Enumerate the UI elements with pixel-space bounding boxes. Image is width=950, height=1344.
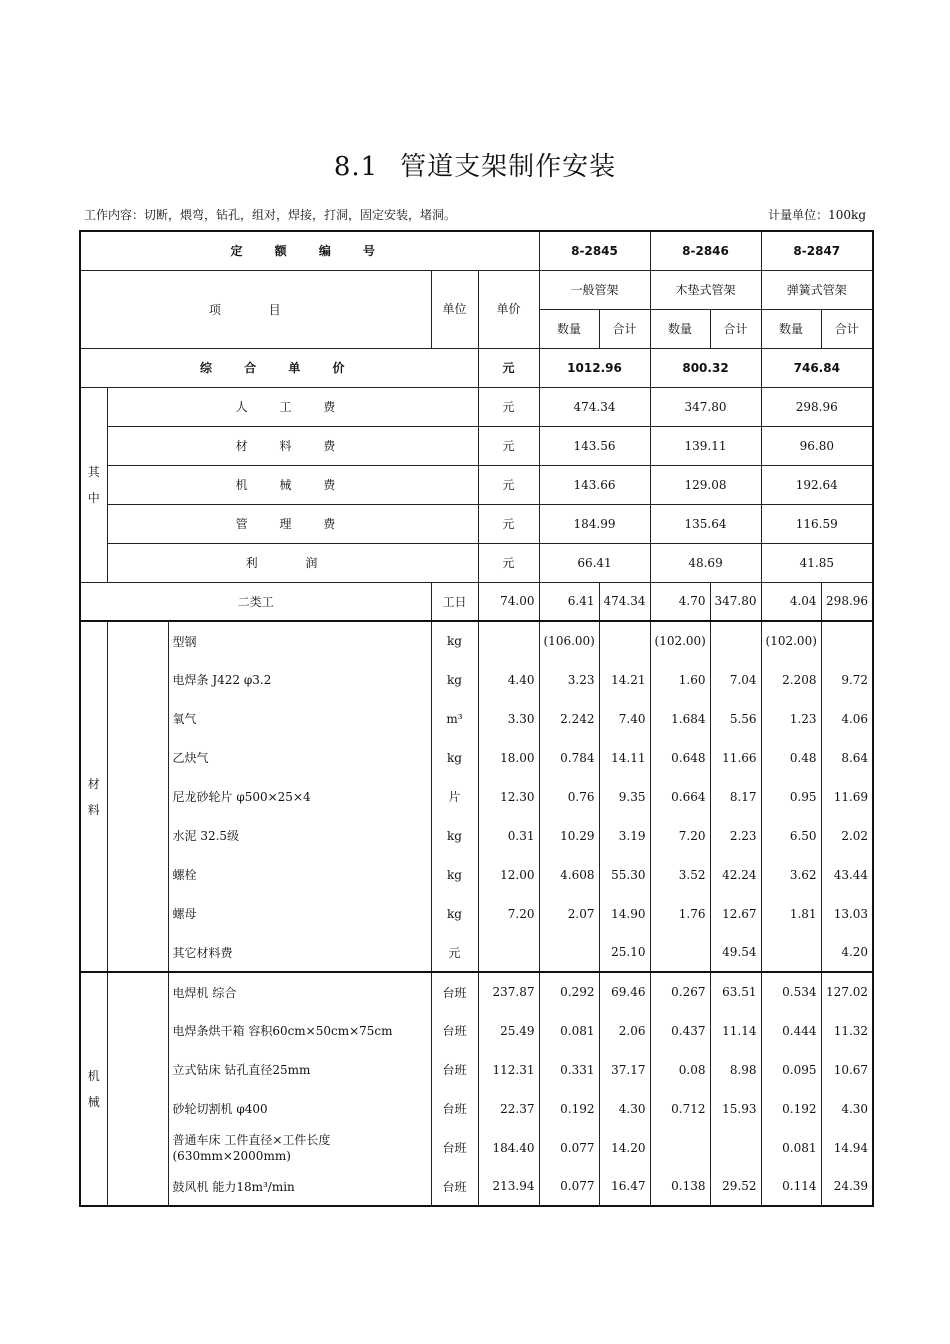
machinery-row-name: 普通车床 工件直径×工件长度(630mm×2000mm) [168, 1128, 431, 1167]
material-row-cell: 0.664 [650, 777, 710, 816]
machinery-row-cell: 24.39 [821, 1167, 873, 1206]
machinery-row-cell: 0.534 [761, 972, 821, 1011]
material-row-unit: m³ [431, 699, 478, 738]
machinery-row-cell: 0.712 [650, 1089, 710, 1128]
qty-header: 数量 [539, 309, 599, 348]
among-item-value: 116.59 [761, 504, 873, 543]
machinery-row-cell: 0.08 [650, 1050, 710, 1089]
material-row-name: 乙炔气 [168, 738, 431, 777]
material-row-cell [710, 621, 761, 660]
item-name-3: 弹簧式管架 [761, 270, 873, 309]
machinery-label: 机 械 [80, 972, 107, 1206]
machinery-row-price: 22.37 [478, 1089, 539, 1128]
material-row-cell: 3.23 [539, 660, 599, 699]
machinery-subcol [107, 972, 168, 1206]
machinery-row-price: 184.40 [478, 1128, 539, 1167]
material-row-unit: kg [431, 855, 478, 894]
machinery-row-cell: 4.30 [821, 1089, 873, 1128]
item-name-1: 一般管架 [539, 270, 650, 309]
material-row-cell: 14.90 [599, 894, 650, 933]
composite-value-3: 746.84 [761, 348, 873, 387]
among-item-label: 材 料 费 [107, 426, 478, 465]
among-item-value: 192.64 [761, 465, 873, 504]
sum-header: 合计 [710, 309, 761, 348]
machinery-row-price: 237.87 [478, 972, 539, 1011]
material-row-cell: 6.50 [761, 816, 821, 855]
material-row-cell: 10.29 [539, 816, 599, 855]
labor-cell: 4.70 [650, 582, 710, 621]
material-row-cell [761, 933, 821, 972]
material-row-cell: 9.72 [821, 660, 873, 699]
machinery-row-cell: 4.30 [599, 1089, 650, 1128]
composite-value-1: 1012.96 [539, 348, 650, 387]
among-item-value: 298.96 [761, 387, 873, 426]
materials-label: 材 料 [80, 621, 107, 972]
material-row-cell: 4.06 [821, 699, 873, 738]
material-row-name: 电焊条 J422 φ3.2 [168, 660, 431, 699]
machinery-row-cell: 29.52 [710, 1167, 761, 1206]
machinery-row-name: 电焊机 综合 [168, 972, 431, 1011]
material-row-name: 氧气 [168, 699, 431, 738]
machinery-row-unit: 台班 [431, 1050, 478, 1089]
material-row-name: 尼龙砂轮片 φ500×25×4 [168, 777, 431, 816]
quota-code-3: 8-2847 [761, 231, 873, 270]
among-item-unit: 元 [478, 426, 539, 465]
material-row-cell: 2.23 [710, 816, 761, 855]
material-row-cell: 4.20 [821, 933, 873, 972]
labor-cell: 347.80 [710, 582, 761, 621]
material-row-cell: 12.67 [710, 894, 761, 933]
machinery-row-price: 112.31 [478, 1050, 539, 1089]
machinery-row-cell: 63.51 [710, 972, 761, 1011]
among-item-unit: 元 [478, 465, 539, 504]
among-item-value: 66.41 [539, 543, 650, 582]
labor-unit: 工日 [431, 582, 478, 621]
material-row-cell: 1.23 [761, 699, 821, 738]
material-row-price: 12.00 [478, 855, 539, 894]
machinery-row-name: 砂轮切割机 φ400 [168, 1089, 431, 1128]
quota-code-1: 8-2845 [539, 231, 650, 270]
machinery-row-cell: 14.20 [599, 1128, 650, 1167]
machinery-row-cell: 0.077 [539, 1167, 599, 1206]
material-row-name: 螺母 [168, 894, 431, 933]
quota-code-2: 8-2846 [650, 231, 761, 270]
machinery-row-cell: 2.06 [599, 1011, 650, 1050]
material-row-cell [599, 621, 650, 660]
material-row-cell: 55.30 [599, 855, 650, 894]
material-row-cell: 1.76 [650, 894, 710, 933]
material-row-cell: 4.608 [539, 855, 599, 894]
machinery-row-cell [710, 1128, 761, 1167]
machinery-row-cell: 16.47 [599, 1167, 650, 1206]
material-row-cell: 7.04 [710, 660, 761, 699]
material-row-cell: 8.64 [821, 738, 873, 777]
page-title [0, 146, 950, 183]
labor-cell: 4.04 [761, 582, 821, 621]
machinery-row-cell: 0.095 [761, 1050, 821, 1089]
machinery-row-unit: 台班 [431, 1128, 478, 1167]
material-row-cell: 2.242 [539, 699, 599, 738]
among-item-unit: 元 [478, 504, 539, 543]
among-item-label: 利 润 [107, 543, 478, 582]
material-row-price: 18.00 [478, 738, 539, 777]
among-item-label: 机 械 费 [107, 465, 478, 504]
unit-note: 计量单位：100kg [768, 208, 866, 222]
among-item-value: 41.85 [761, 543, 873, 582]
material-row-unit: kg [431, 660, 478, 699]
material-row-price [478, 621, 539, 660]
material-row-price: 7.20 [478, 894, 539, 933]
among-item-value: 96.80 [761, 426, 873, 465]
material-row-cell [650, 933, 710, 972]
unit-header: 单位 [431, 270, 478, 348]
among-item-value: 139.11 [650, 426, 761, 465]
machinery-row-cell: 69.46 [599, 972, 650, 1011]
machinery-row-cell [650, 1128, 710, 1167]
material-row-unit: 片 [431, 777, 478, 816]
among-item-value: 474.34 [539, 387, 650, 426]
machinery-row-cell: 15.93 [710, 1089, 761, 1128]
material-row-cell: 3.62 [761, 855, 821, 894]
machinery-row-cell: 0.192 [761, 1089, 821, 1128]
section-title: 管道支架制作安装 [400, 152, 617, 182]
quota-table [79, 230, 874, 1207]
machinery-row-cell: 14.94 [821, 1128, 873, 1167]
quota-code-label: 定 额 编 号 [80, 231, 539, 270]
material-row-price: 4.40 [478, 660, 539, 699]
material-row-cell: (102.00) [761, 621, 821, 660]
item-name-2: 木垫式管架 [650, 270, 761, 309]
machinery-row-cell: 0.437 [650, 1011, 710, 1050]
material-row-cell: 0.48 [761, 738, 821, 777]
price-header: 单价 [478, 270, 539, 348]
labor-label: 二类工 [80, 582, 431, 621]
material-row-price: 12.30 [478, 777, 539, 816]
machinery-row-cell: 0.292 [539, 972, 599, 1011]
material-row-price: 3.30 [478, 699, 539, 738]
material-row-unit: kg [431, 816, 478, 855]
material-row-cell [821, 621, 873, 660]
machinery-row-unit: 台班 [431, 1167, 478, 1206]
material-row-cell: 9.35 [599, 777, 650, 816]
machinery-row-cell: 0.331 [539, 1050, 599, 1089]
machinery-row-cell: 37.17 [599, 1050, 650, 1089]
material-row-cell: 3.52 [650, 855, 710, 894]
material-row-cell: 2.07 [539, 894, 599, 933]
material-row-cell: 1.60 [650, 660, 710, 699]
among-item-value: 143.56 [539, 426, 650, 465]
machinery-row-unit: 台班 [431, 1011, 478, 1050]
material-row-cell: 8.17 [710, 777, 761, 816]
machinery-row-cell: 0.081 [539, 1011, 599, 1050]
material-row-cell: 1.81 [761, 894, 821, 933]
item-header: 项 目 [80, 270, 431, 348]
material-row-cell: 0.648 [650, 738, 710, 777]
among-item-value: 184.99 [539, 504, 650, 543]
material-row-unit: kg [431, 894, 478, 933]
sum-header: 合计 [599, 309, 650, 348]
material-row-cell: 0.95 [761, 777, 821, 816]
machinery-row-cell: 0.267 [650, 972, 710, 1011]
material-row-unit: 元 [431, 933, 478, 972]
machinery-row-cell: 0.138 [650, 1167, 710, 1206]
labor-cell: 298.96 [821, 582, 873, 621]
material-row-cell: 14.21 [599, 660, 650, 699]
material-row-cell: 7.20 [650, 816, 710, 855]
among-item-unit: 元 [478, 543, 539, 582]
section-number: 8.1 [333, 152, 379, 182]
composite-label: 综 合 单 价 [80, 348, 478, 387]
material-row-cell: 0.784 [539, 738, 599, 777]
material-row-cell: 13.03 [821, 894, 873, 933]
material-row-cell [539, 933, 599, 972]
machinery-row-name: 电焊条烘干箱 容积60cm×50cm×75cm [168, 1011, 431, 1050]
qty-header: 数量 [650, 309, 710, 348]
among-item-value: 129.08 [650, 465, 761, 504]
machinery-row-name: 立式钻床 钻孔直径25mm [168, 1050, 431, 1089]
machinery-row-cell: 0.081 [761, 1128, 821, 1167]
among-item-unit: 元 [478, 387, 539, 426]
material-row-cell: 11.66 [710, 738, 761, 777]
labor-cell: 474.34 [599, 582, 650, 621]
material-row-unit: kg [431, 621, 478, 660]
machinery-row-cell: 0.077 [539, 1128, 599, 1167]
material-row-cell: 7.40 [599, 699, 650, 738]
material-row-cell: 1.684 [650, 699, 710, 738]
material-row-cell: 42.24 [710, 855, 761, 894]
among-label: 其 中 [80, 387, 107, 582]
composite-unit: 元 [478, 348, 539, 387]
material-row-cell: 0.76 [539, 777, 599, 816]
material-row-cell: 49.54 [710, 933, 761, 972]
material-row-cell: (102.00) [650, 621, 710, 660]
among-item-value: 135.64 [650, 504, 761, 543]
among-item-value: 347.80 [650, 387, 761, 426]
machinery-row-cell: 0.114 [761, 1167, 821, 1206]
material-row-cell: 2.208 [761, 660, 821, 699]
machinery-row-cell: 11.32 [821, 1011, 873, 1050]
machinery-row-price: 25.49 [478, 1011, 539, 1050]
material-row-unit: kg [431, 738, 478, 777]
sum-header: 合计 [821, 309, 873, 348]
machinery-row-price: 213.94 [478, 1167, 539, 1206]
material-row-name: 水泥 32.5级 [168, 816, 431, 855]
material-row-name: 螺栓 [168, 855, 431, 894]
material-row-cell: 5.56 [710, 699, 761, 738]
material-row-cell: 25.10 [599, 933, 650, 972]
material-row-cell: 14.11 [599, 738, 650, 777]
among-item-label: 人 工 费 [107, 387, 478, 426]
machinery-row-unit: 台班 [431, 972, 478, 1011]
among-item-label: 管 理 费 [107, 504, 478, 543]
machinery-row-cell: 11.14 [710, 1011, 761, 1050]
material-row-cell: 11.69 [821, 777, 873, 816]
machinery-row-name: 鼓风机 能力18m³/min [168, 1167, 431, 1206]
materials-subcol [107, 621, 168, 972]
machinery-row-cell: 0.444 [761, 1011, 821, 1050]
material-row-cell: (106.00) [539, 621, 599, 660]
machinery-row-unit: 台班 [431, 1089, 478, 1128]
machinery-row-cell: 10.67 [821, 1050, 873, 1089]
among-item-value: 143.66 [539, 465, 650, 504]
material-row-name: 型钢 [168, 621, 431, 660]
machinery-row-cell: 0.192 [539, 1089, 599, 1128]
material-row-cell: 3.19 [599, 816, 650, 855]
machinery-row-cell: 127.02 [821, 972, 873, 1011]
material-row-cell: 2.02 [821, 816, 873, 855]
material-row-cell: 43.44 [821, 855, 873, 894]
machinery-row-cell: 8.98 [710, 1050, 761, 1089]
labor-cell: 6.41 [539, 582, 599, 621]
among-item-value: 48.69 [650, 543, 761, 582]
material-row-price [478, 933, 539, 972]
work-content: 工作内容：切断，煨弯，钻孔，组对，焊接，打洞，固定安装，堵洞。 [84, 208, 457, 222]
composite-value-2: 800.32 [650, 348, 761, 387]
qty-header: 数量 [761, 309, 821, 348]
material-row-price: 0.31 [478, 816, 539, 855]
material-row-name: 其它材料费 [168, 933, 431, 972]
labor-price: 74.00 [478, 582, 539, 621]
